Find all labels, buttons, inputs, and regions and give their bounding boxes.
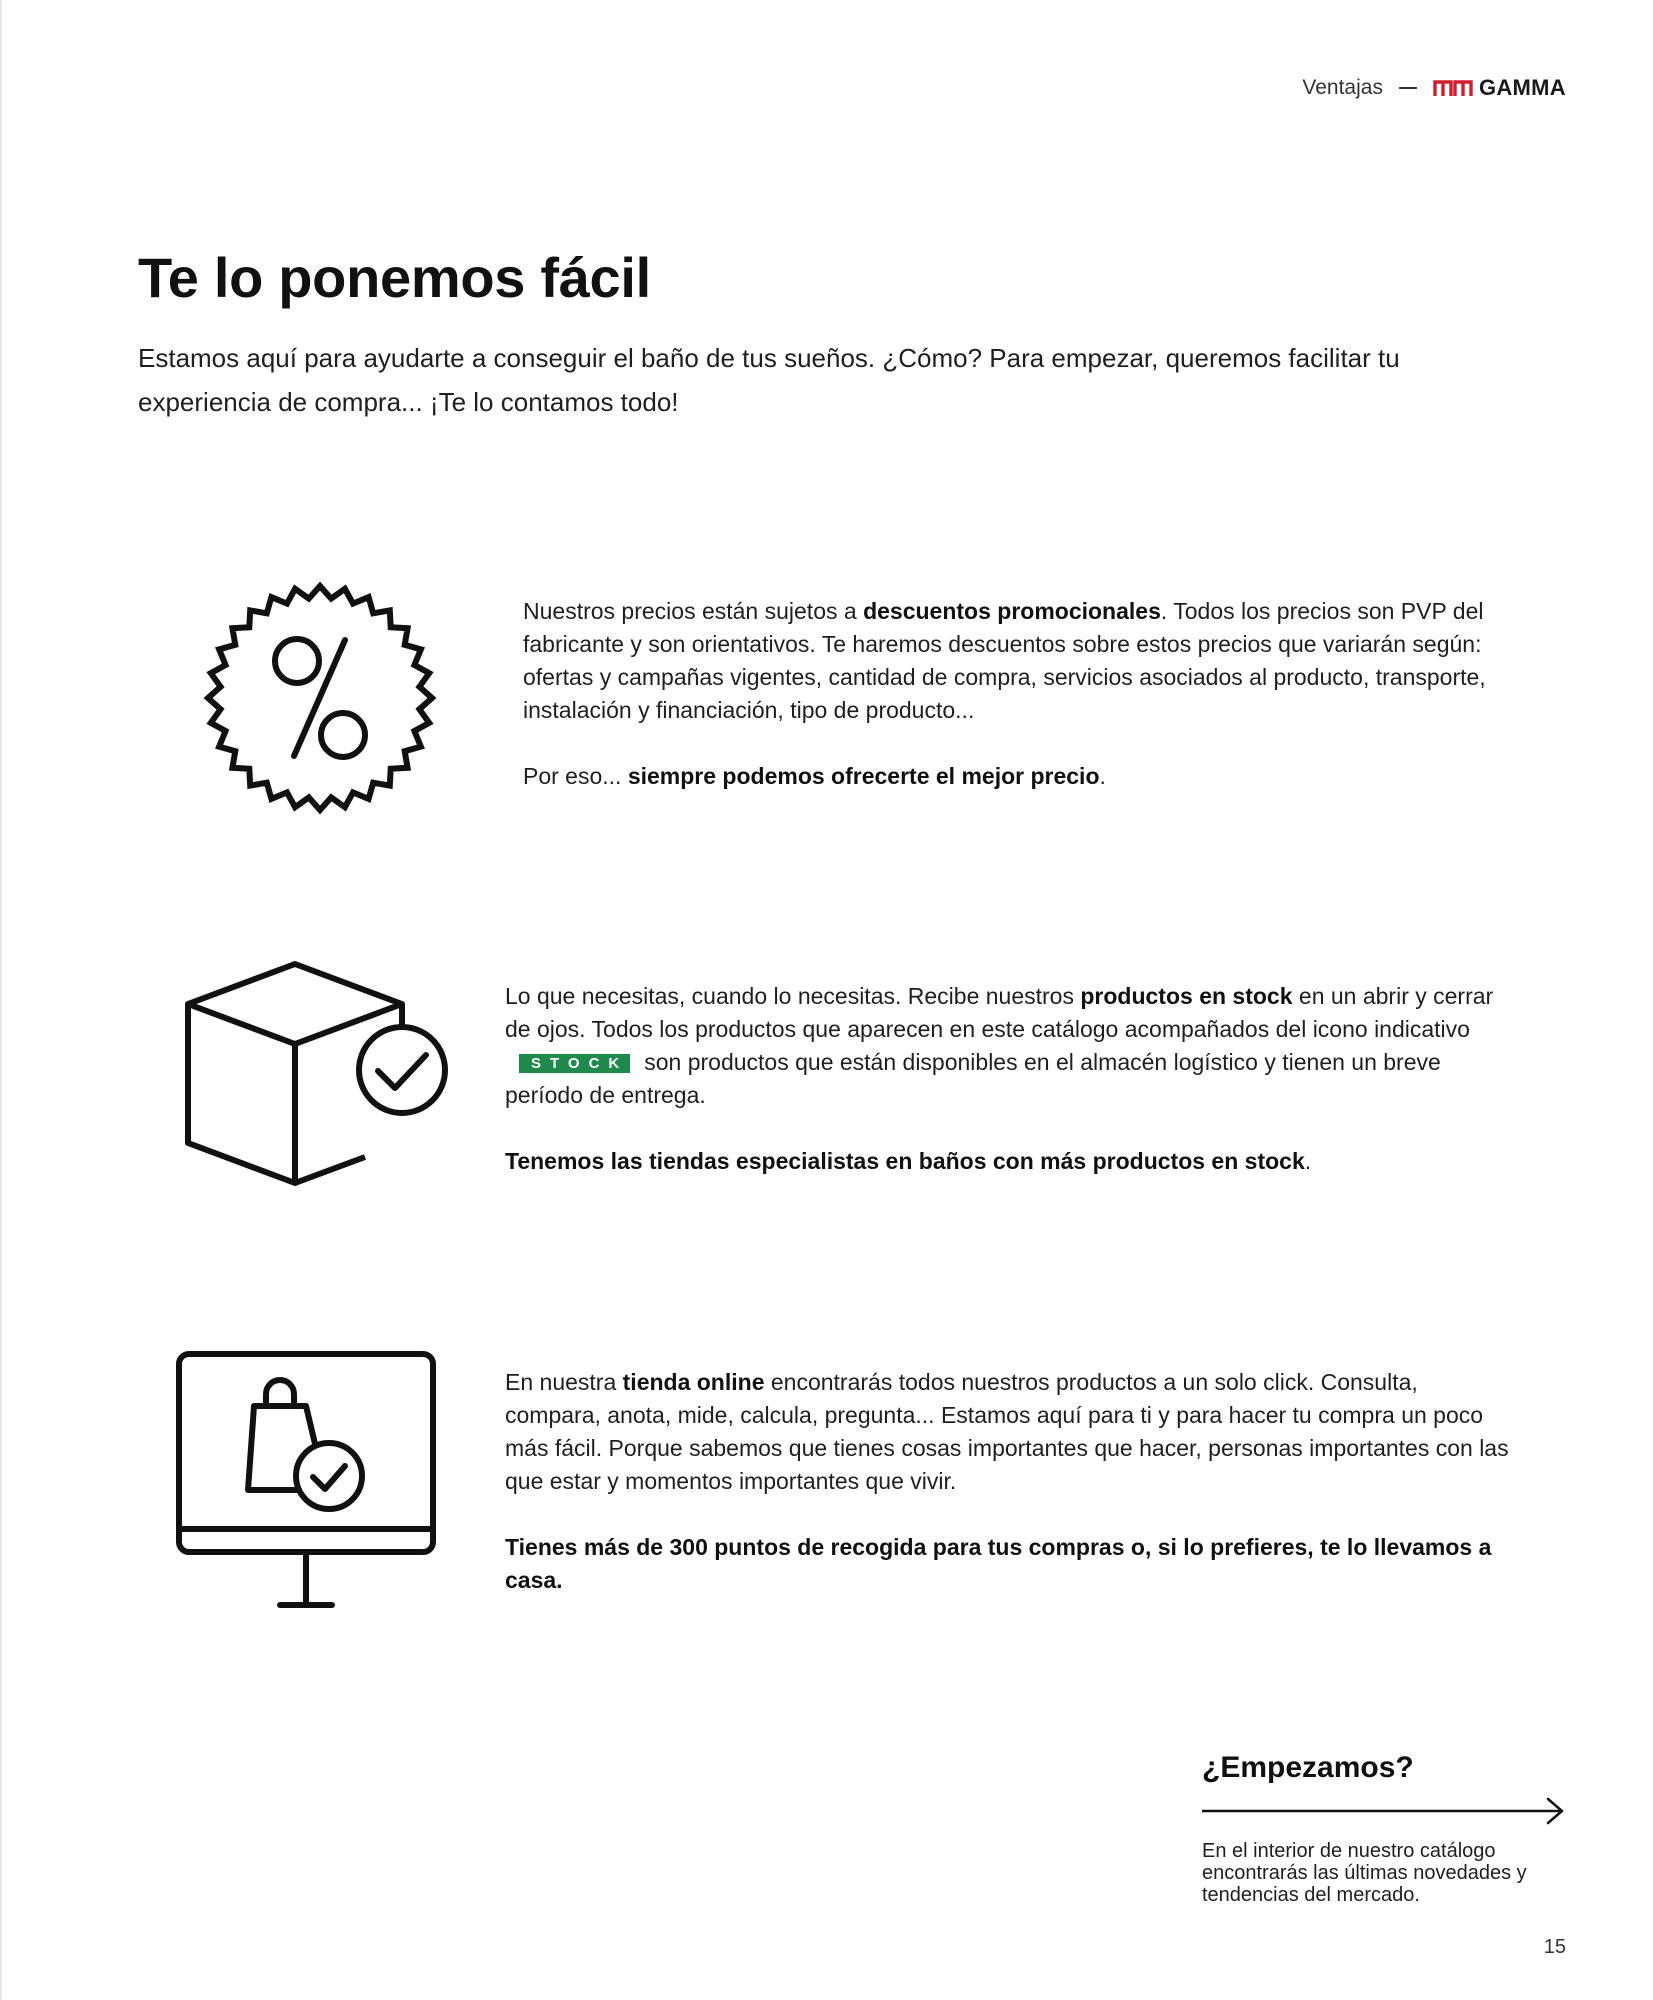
text-segment: encontrarás todos nuestros productos a un solo click. Consulta, compara, anota, mide, calcula, pregunta... Estamos aquí para ti y para hacer tu compra un poco más fácil. Porque sabemos que tienes cosas importantes que hacer, personas importantes con las que estar y momentos importantes que vivir.	[505, 1369, 1509, 1494]
cta-title: ¿Empezamos?	[1202, 1751, 1414, 1784]
text-segment: .	[1304, 1148, 1312, 1174]
text-segment: Lo que necesitas, cuando lo necesitas. Recibe nuestros	[505, 983, 1081, 1009]
feature-online-description	[505, 1366, 1515, 1498]
text-segment: . Todos los precios son PVP del fabricante y son orientativos. Te haremos descuentos sobre estos precios que variarán según: ofertas y campañas vigentes, cantidad de compra, servicios asociados al producto, transporte, instalación y financiación, tipo de producto...	[523, 598, 1486, 723]
page-title: Te lo ponemos fácil	[138, 246, 651, 309]
feature-discounts	[523, 595, 1513, 793]
header-divider	[1399, 87, 1417, 89]
cta-description: En el interior de nuestro catálogo encontrarás las últimas novedades y tendencias del mercado.	[1202, 1840, 1527, 1906]
text-segment: En nuestra	[505, 1369, 623, 1395]
feature-stock	[505, 980, 1515, 1178]
highlight-stock-stores: Tenemos las tiendas especialistas en baños con más productos en stock	[505, 1148, 1305, 1174]
gamma-logo-icon	[1433, 78, 1473, 98]
highlight-online-store: tienda online	[622, 1369, 765, 1395]
feature-discounts-summary	[523, 760, 1513, 793]
gamma-logo	[1433, 75, 1566, 101]
brand-name: GAMMA	[1478, 75, 1566, 100]
intro-paragraph: Estamos aquí para ayudarte a conseguir el baño de tus sueños. ¿Cómo? Para empezar, queremos facilitar tu experiencia de compra... ¡Te lo contamos todo!	[138, 343, 1400, 417]
page-edge	[0, 0, 2, 2000]
text-segment: en un abrir y cerrar de ojos. Todos los productos que aparecen en este catálogo acompañados del icono indicativo	[505, 983, 1494, 1042]
section-label: Ventajas	[1302, 76, 1383, 99]
arrow-right-icon[interactable]	[1202, 1796, 1566, 1826]
feature-discounts-description	[523, 595, 1513, 727]
highlight-pickup-points: Tienes más de 300 puntos de recogida para tus compras o, si lo prefieres, te lo llevamos a casa.	[505, 1534, 1492, 1593]
feature-stock-description	[505, 980, 1515, 1112]
monitor-shopping-bag-icon	[176, 1350, 438, 1617]
page-number: 15	[1543, 1936, 1566, 1958]
highlight-best-price: siempre podemos ofrecerte el mejor precio	[627, 763, 1100, 789]
highlight-discounts: descuentos promocionales	[863, 598, 1161, 624]
feature-online-summary	[505, 1531, 1515, 1597]
feature-stock-summary	[505, 1145, 1515, 1178]
stock-badge: STOCK	[519, 1054, 630, 1073]
box-check-icon	[180, 960, 460, 1195]
text-segment: .	[1099, 763, 1106, 789]
text-segment: Por eso...	[523, 763, 628, 789]
feature-online-store	[505, 1366, 1515, 1597]
text-segment: Nuestros precios están sujetos a	[523, 598, 864, 624]
text-segment: son productos que están disponibles en el almacén logístico y tienen un breve período de entrega.	[505, 1049, 1441, 1108]
page-header	[1302, 70, 1566, 106]
discount-percent-icon	[200, 578, 440, 823]
highlight-stock-products: productos en stock	[1080, 983, 1293, 1009]
cta-block	[1202, 1748, 1566, 1906]
